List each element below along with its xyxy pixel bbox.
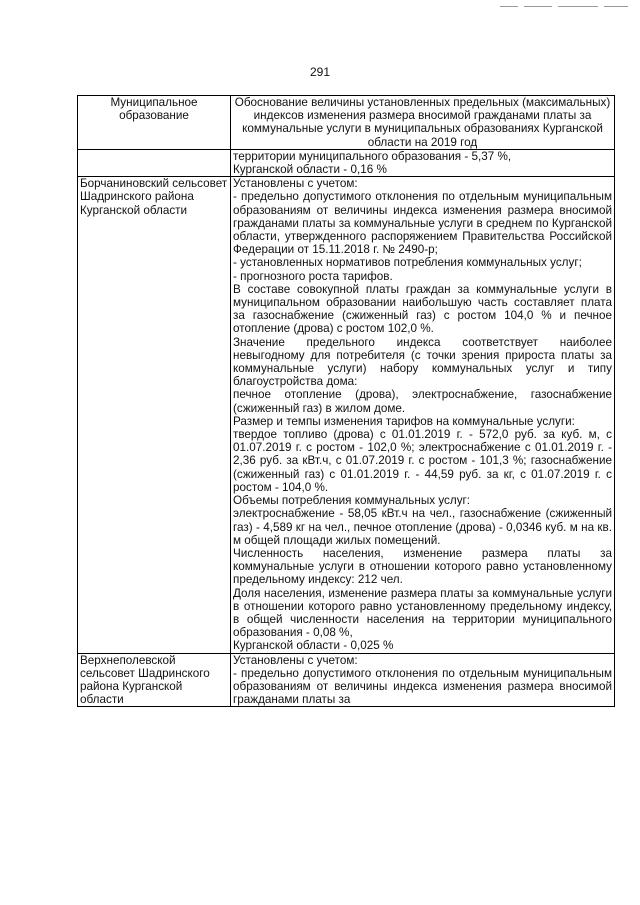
justification-table [77,95,615,707]
justification-line: электроснабжение - 58,05 кВт.ч на чел., газоснабжение (сжиженный газ) - 4,589 кг на чел., печное отопление (дрова) - 0,0346 куб. м на кв. м общей площади жилых помещений. [233,507,612,547]
justification-cell [231,177,615,653]
municipality-cell [78,149,231,176]
justification-line: - предельно допустимого отклонения по отдельным муниципальным образованиям от величины индекса изменения размера вносимой гражданами платы за коммунальные услуги в среднем по Курганской области, утвержденного распоряжением Правительства Российской Федерации от 15.11.2018 г. № 2490-р; [233,190,612,257]
table-header-row [78,96,615,150]
justification-line: Курганской области - 0,16 % [233,163,387,177]
header-justification: Обоснование величины установленных предельных (максимальных) индексов изменения размера вносимой гражданами платы за коммунальные услуги в муниципальных образованиях Курганской области на 2019 год [231,96,615,150]
table-row [78,177,615,653]
justification-cell [231,149,615,176]
justification-line: Доля населения, изменение размера платы за коммунальные услуги в отношении которого равно установленному предельному индексу, в общей численности населения на территории муниципального образования - 0,08 %, [233,586,612,640]
justification-line: Объемы потребления коммунальных услуг: [233,494,471,508]
justification-line: печное отопление (дрова), электроснабжение, газоснабжение (сжиженный газ) в жилом доме. [233,388,612,415]
header-municipality: Муниципальное образование [78,96,231,150]
page-number: 291 [309,65,331,79]
municipality-cell: Верхнеполевской сельсовет Шадринского района Курганской области [78,653,231,707]
justification-line: Значение предельного индекса соответствует наиболее невыгодному для потребителя (с точки зрения прироста платы за коммунальные услуги) набору коммунальных услуг и типу благоустройства дома: [233,335,612,389]
justification-line: Установлены с учетом: [233,177,358,191]
justification-cell [231,653,615,707]
table-row [78,653,615,707]
justification-line: - предельно допустимого отклонения по отдельным муниципальным образованиям от величины индекса изменения размера вносимой гражданами платы за [233,666,612,707]
justification-line: - прогнозного роста тарифов. [233,269,393,283]
justification-line: твердое топливо (дрова) с 01.01.2019 г. - 572,0 руб. за куб. м, с 01.07.2019 г. с ростом - 102,0 %; электроснабжение с 01.01.2019 г. - 2,36 руб. за кВт.ч, с 01.07.2019 г. с ростом - 101,3 %; газоснабжение (сжиженный газ) с 01.01.2019 г. - 44,59 руб. за кг, с 01.07.2019 г. с ростом - 104,0 %. [233,428,612,494]
justification-line: В составе совокупной платы граждан за коммунальные услуги в муниципальном образовании наибольшую часть составляет плата за газоснабжение (сжиженный газ) с ростом 104,0 % и печное отопление (дрова) с ростом 102,0 %. [233,282,612,336]
justification-line: Курганской области - 0,025 % [233,639,394,653]
justification-line: - установленных нормативов потребления коммунальных услуг; [233,256,582,270]
table-row [78,149,615,176]
justification-line: Установлены с учетом: [233,653,358,667]
justification-line: территории муниципального образования - 5,37 %, [233,149,512,163]
justification-line: Численность населения, изменение размера платы за коммунальные услуги в отношении которого равно установленному предельному индексу: 212 чел. [233,546,612,587]
municipality-cell: Борчаниновский сельсовет Шадринского района Курганской области [78,177,231,653]
scan-top-marks [500,6,630,9]
justification-line: Размер и темпы изменения тарифов на коммунальные услуги: [233,414,575,428]
